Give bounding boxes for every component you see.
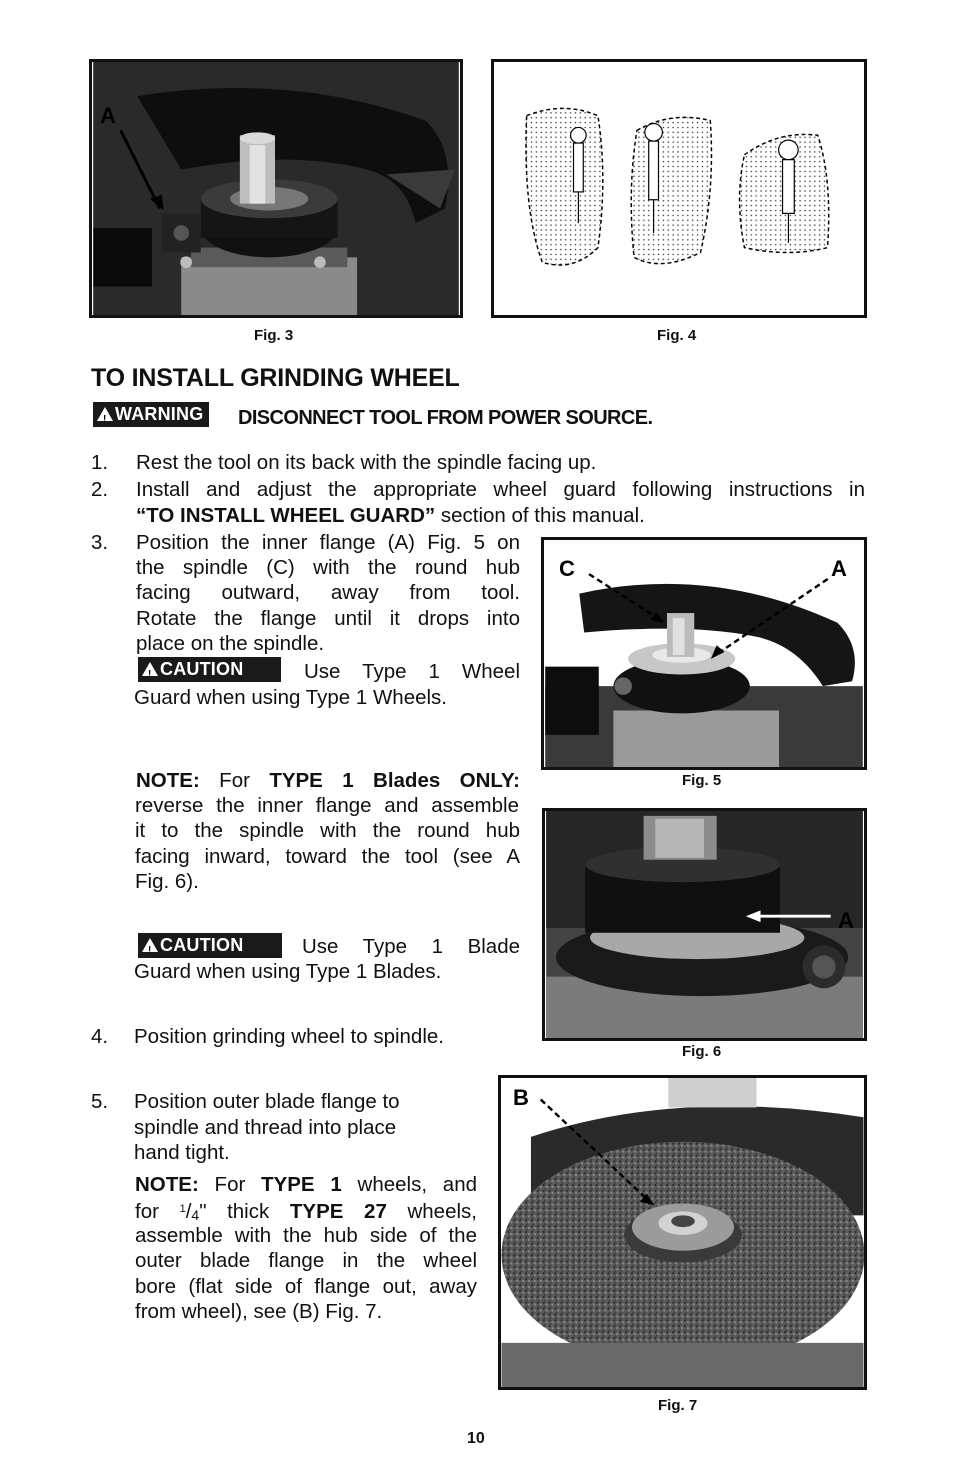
- warning-badge: [93, 402, 209, 427]
- caution-badge-1: [138, 657, 281, 682]
- step-3-line-4: Rotate the flange until it drops into: [136, 607, 520, 630]
- hand-outline-1: [526, 108, 603, 265]
- note-2-line-2: assemble with the hub side of the: [135, 1224, 477, 1247]
- step-2-bold-ref: “TO INSTALL WHEEL GUARD”: [136, 504, 436, 527]
- caution-triangle-icon: [142, 938, 158, 952]
- note-1-for: For: [219, 769, 250, 792]
- fig4-grip-diagrams: [494, 62, 864, 315]
- step-3-line-5: place on the spindle.: [136, 632, 325, 655]
- note-1-label: NOTE:: [136, 769, 200, 792]
- note-2-line-3: outer blade flange in the wheel: [135, 1249, 477, 1272]
- note-2-l2-mid: " thick: [199, 1200, 270, 1223]
- caution-1-rest: Guard when using Type 1 Wheels.: [134, 686, 447, 709]
- note-1-line-0: [136, 768, 520, 794]
- fig6-callout-a: A: [838, 908, 854, 933]
- section-title: TO INSTALL GRINDING WHEEL: [91, 364, 460, 392]
- note-2-line-5: from wheel), see (B) Fig. 7.: [135, 1300, 383, 1323]
- step-5-line-3: hand tight.: [134, 1141, 230, 1164]
- fig5-caption: Fig. 5: [682, 772, 722, 789]
- figure-5: [541, 537, 867, 770]
- page-number: 10: [467, 1430, 485, 1447]
- fig7-callout-b: B: [513, 1085, 529, 1110]
- fraction-one-quarter: $^1/_4$: [179, 1200, 200, 1223]
- note-1-line-2: it to the spindle with the round hub: [135, 819, 520, 842]
- step-5-number: 5.: [91, 1090, 109, 1113]
- hand-outline-2: [631, 117, 711, 263]
- note-2-line-0: [135, 1172, 477, 1198]
- step-2-line-1: Install and adjust the appropriate wheel guard following instructions in: [136, 478, 865, 501]
- step-4-number: 4.: [91, 1025, 109, 1048]
- figure-6: [542, 808, 867, 1041]
- fig7-wheel-photo: [501, 1078, 864, 1387]
- warning-text: DISCONNECT TOOL FROM POWER SOURCE.: [238, 407, 653, 429]
- note-2-label: NOTE:: [135, 1173, 199, 1196]
- caution-badge-2: [138, 933, 282, 958]
- fig3-caption: Fig. 3: [254, 327, 294, 344]
- fig3-callout-a: A: [100, 103, 116, 128]
- caution-2-inline: Use Type 1 Blade: [302, 935, 520, 958]
- note-2-l2-for: for: [135, 1200, 159, 1223]
- note-2-for: For: [214, 1173, 246, 1196]
- caution-2-rest: Guard when using Type 1 Blades.: [134, 960, 442, 983]
- note-2-type27: TYPE 27: [289, 1200, 387, 1223]
- step-2-line-2: [136, 503, 645, 529]
- caution-1-inline: Use Type 1 Wheel: [304, 660, 520, 683]
- note-2-type1: TYPE 1: [261, 1173, 342, 1196]
- caution-triangle-icon: [142, 662, 158, 676]
- step-4-text: Position grinding wheel to spindle.: [134, 1025, 444, 1048]
- fig6-flange-photo: [545, 811, 864, 1038]
- figure-4: [491, 59, 867, 318]
- frac-num: 1: [179, 1203, 186, 1215]
- fig5-callout-a: A: [831, 556, 847, 581]
- fig6-caption: Fig. 6: [682, 1043, 722, 1060]
- step-2-rest: section of this manual.: [435, 504, 645, 527]
- warning-label: WARNING: [115, 404, 204, 424]
- note-2-line-4: bore (flat side of flange out, away: [135, 1275, 477, 1298]
- fig5-grinder-photo: [544, 540, 864, 767]
- caution-label-2: CAUTION: [160, 935, 244, 955]
- step-3-line-2: the spindle (C) with the round hub: [136, 556, 520, 579]
- step-5-line-2: spindle and thread into place: [134, 1116, 397, 1139]
- note-2-l2-rest: wheels,: [407, 1200, 477, 1223]
- warning-triangle-icon: [97, 407, 113, 421]
- fig4-caption: Fig. 4: [657, 327, 697, 344]
- figure-3: [89, 59, 463, 318]
- step-3-line-3: facing outward, away from tool.: [136, 581, 520, 604]
- note-1-line-4: Fig. 6).: [135, 870, 199, 893]
- frac-den: 4: [191, 1207, 200, 1223]
- step-3-line-1: Position the inner flange (A) Fig. 5 on: [136, 531, 520, 554]
- fig7-caption: Fig. 7: [658, 1397, 698, 1414]
- step-1-number: 1.: [91, 451, 109, 474]
- step-1-text: Rest the tool on its back with the spindle facing up.: [136, 451, 597, 474]
- step-5-line-1: Position outer blade flange to: [134, 1090, 400, 1113]
- note-1-line-1: reverse the inner flange and assemble: [135, 794, 519, 817]
- fig3-grinder-photo: [92, 62, 460, 315]
- caution-label-1: CAUTION: [160, 659, 244, 679]
- step-2-number: 2.: [91, 478, 109, 501]
- note-1-line-3: facing inward, toward the tool (see A: [135, 845, 520, 868]
- note-1-bold: TYPE 1 Blades ONLY:: [269, 769, 520, 792]
- step-3-number: 3.: [91, 531, 109, 554]
- note-2-l1-rest: wheels, and: [357, 1173, 477, 1196]
- figure-7: [498, 1075, 867, 1390]
- fig5-callout-c: C: [559, 556, 575, 581]
